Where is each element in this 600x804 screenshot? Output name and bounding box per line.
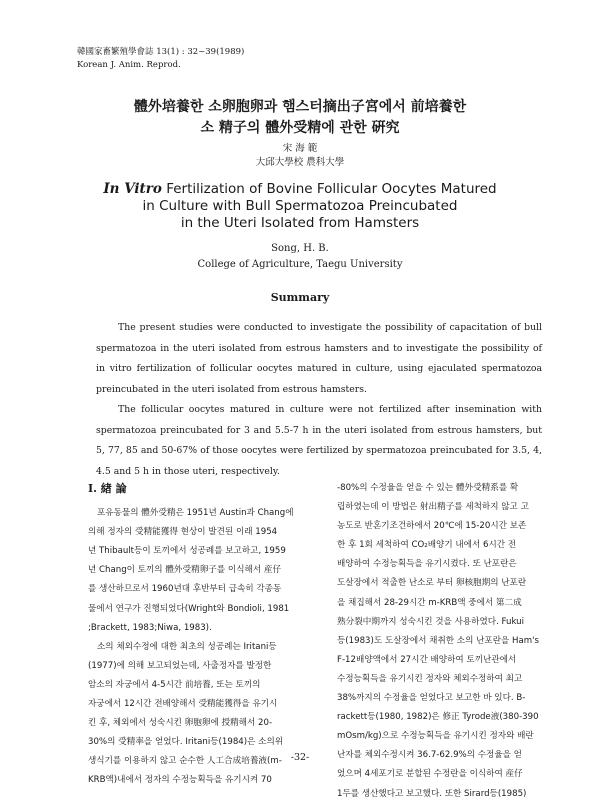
left-column-line: 소의 체외수정에 대한 최초의 성공례는 Iritani등 (97, 641, 277, 652)
english-title-line-2: in Culture with Bull Spermatozoa Preincubated (142, 198, 458, 214)
right-column-line: 난자를 체외수정시켜 36.7-62.9%의 수정율을 얻 (337, 750, 522, 761)
korean-author-block (0, 142, 600, 170)
right-column-line: -80%의 수정율을 얻을 수 있는 體外受精系를 확 (337, 483, 519, 493)
left-column-line: 년 Thibault등이 토끼에서 성공례를 보고하고, 1959 (88, 546, 286, 557)
right-column-line: F-12배양액에서 27시간 배양하여 토끼난관에서 (337, 654, 517, 665)
left-column-line: 자궁에서 12시간 전배양해서 受精能獲得을 유기시 (88, 699, 278, 710)
korean-title-line-1: 體外培養한 소卵胞卵과 햄스터摘出子宮에서 前培養한 (133, 99, 467, 115)
summary-abstract (96, 318, 542, 482)
korean-author-name: 宋 海 範 (282, 143, 318, 154)
journal-citation: 韓國家畜繁殖學會誌 13(1) : 32~39(1989) (77, 47, 245, 57)
summary-heading: Summary (270, 291, 330, 304)
left-column-line: 년 Chang이 토끼의 體外受精卵子를 이식해서 産仔 (88, 565, 282, 576)
english-author-name: Song, H. B. (271, 243, 329, 254)
english-title-italic: In Vitro (103, 181, 162, 197)
right-column-line: mOsm/kg)으로 수정능획득을 유기시킨 정자와 배란 (337, 731, 534, 742)
left-column-line: ;Brackett, 1983;Niwa, 1983). (88, 622, 212, 633)
english-author-block (0, 241, 600, 273)
right-column-line: 한 후 1회 세척하여 CO₂배양기 내에서 6시간 전 (337, 540, 517, 551)
left-column-line: 30%의 受精率을 얻었다. Iritani등(1984)은 소의위 (88, 737, 284, 748)
english-author-affiliation: College of Agriculture, Taegu University (197, 259, 403, 270)
left-column-text (88, 504, 301, 790)
korean-author-affiliation: 大邱大學校 農科大學 (255, 157, 345, 168)
summary-paragraph-2: The follicular oocytes matured in culture were not fertilized after insemination with spermatozoa preincubated for 3 and 5.5-7 h in the uteri isolated from estrous hamsters, but 5, 77, 85 and 50-67% of those oocytes were fertilized by spermatozoa preincubated for 3.5, 4, 4.5 and 5 h in those uteri, respectively. (96, 404, 542, 477)
english-title-line-1 (0, 181, 600, 198)
korean-title (0, 97, 600, 139)
left-column-line: 생식기를 이용하지 않고 순수한 人工合成培養液(m- (88, 756, 282, 767)
right-column-line: 립하였는데 이 방법은 射出精子를 세척하지 않고 고 (337, 502, 529, 513)
journal-header (77, 46, 244, 72)
left-column-line: 물에서 연구가 진행되었다(Wright와 Bondioli, 1981 (88, 603, 290, 614)
left-column-line: 암소의 자궁에서 4-5시간 前培養, 또는 토끼의 (88, 679, 261, 690)
summary-paragraph-1: The present studies were conducted to investigate the possibility of capacitation of bull spermatozoa in the uteri isolated from estrous hamsters and to investigate the possibility of in vitro fertilization of follicular oocytes matured in culture, using ejaculated spermatozoa preincubated in the uteri isolated from estrous hamsters. (96, 322, 542, 395)
right-column-line: 등(1983)도 도살장에서 채취한 소의 난포란을 Ham's (337, 635, 539, 646)
section-heading-introduction: Ⅰ. 緖 論 (88, 482, 127, 495)
journal-name-english: Korean J. Anim. Reprod. (77, 60, 181, 70)
right-column-line: 熟分裂中期까지 성숙시킨 것을 사용하였다. Fukui (337, 616, 525, 627)
english-title-line-3: in the Uteri Isolated from Hamsters (180, 215, 420, 231)
left-column-line: 포유동물의 體外受精은 1951년 Austin과 Chang에 (97, 508, 294, 519)
right-column-line: 1두를 생산했다고 보고했다. 또한 Sirard등(1985) (337, 788, 527, 799)
left-column-line: 킨 후, 체외에서 성숙시킨 卵胞卵에 授精해서 20- (88, 718, 273, 729)
english-title (0, 181, 600, 232)
right-column-line: 었으며 4세포기로 분할된 수정란을 이식하여 産仔 (337, 769, 523, 780)
korean-title-line-2: 소 精子의 體外受精에 관한 硏究 (200, 120, 400, 136)
english-title-line-1-rest: Fertilization of Bovine Follicular Oocytes Matured (161, 181, 497, 197)
left-column-line: 의해 정자의 受精能獲得 현상이 발견된 이래 1954 (88, 527, 278, 538)
page-number: -32- (290, 752, 310, 763)
right-column-line: 을 채집해서 28-29시간 m-KRB액 중에서 第二成 (337, 597, 522, 608)
right-column-line: 38%까지의 수정율을 얻었다고 보고한 바 있다. B- (337, 693, 526, 704)
left-column-line: 를 생산하므로서 1960년대 후반부터 급속히 각종동 (88, 584, 282, 595)
right-column-line: rackett등(1980, 1982)은 修正 Tyrode液(380-390 (337, 712, 539, 723)
left-column-line: KRB액)내에서 정자의 수정능획득을 유기시켜 70 (88, 775, 272, 786)
body-column-left (88, 479, 301, 791)
left-column-line: (1977)에 의해 보고되었는데, 사출정자를 발정한 (88, 660, 272, 671)
right-column-line: 수정능획득을 유기시킨 정자와 체외수정하여 최고 (337, 673, 523, 684)
right-column-line: 도살장에서 적출한 난소로 부터 卵核胞期의 난포란 (337, 578, 527, 589)
right-column-line: 농도로 반혼기조건하에서 20℃에 15-20시간 보존 (337, 521, 527, 532)
right-column-line: 배양하여 수정능획득을 유기시켰다. 또 난포란은 (337, 559, 517, 570)
